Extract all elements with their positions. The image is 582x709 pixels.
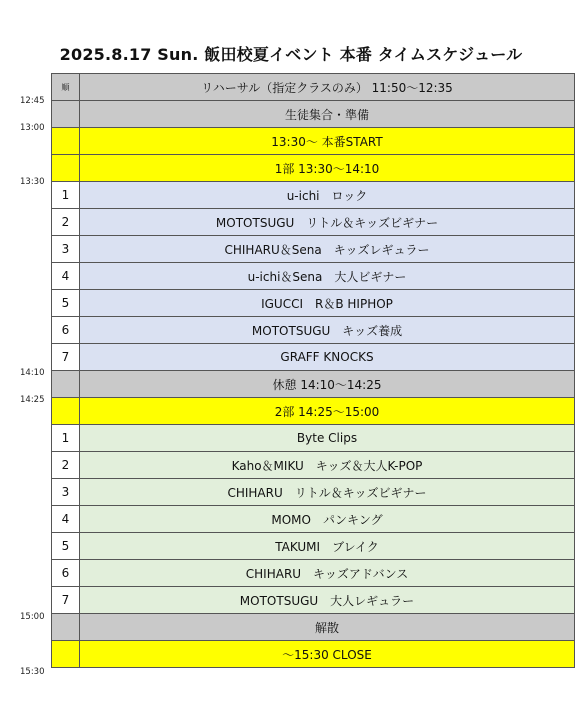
schedule-row: [52, 101, 575, 128]
order-cell: 6: [52, 317, 80, 344]
schedule-row: [52, 587, 575, 614]
schedule-row: [52, 371, 575, 398]
order-cell: 1: [52, 182, 80, 209]
order-cell: [52, 128, 80, 155]
program-cell: 休憩 14:10～14:25: [80, 371, 575, 398]
schedule-row: [52, 506, 575, 533]
order-cell: 1: [52, 425, 80, 452]
schedule-body: [52, 74, 575, 668]
program-cell: GRAFF KNOCKS: [80, 344, 575, 371]
order-cell: [52, 155, 80, 182]
schedule-row: [52, 128, 575, 155]
schedule-row: [52, 560, 575, 587]
order-cell: 5: [52, 533, 80, 560]
order-cell: 3: [52, 479, 80, 506]
time-label: 13:30: [20, 177, 45, 187]
program-cell: CHIHARU リトル＆キッズビギナー: [80, 479, 575, 506]
time-column: [0, 0, 52, 709]
order-cell: [52, 101, 80, 128]
order-cell: [52, 371, 80, 398]
schedule-row: [52, 398, 575, 425]
program-cell: 2部 14:25～15:00: [80, 398, 575, 425]
schedule-row: [52, 290, 575, 317]
order-cell: 6: [52, 560, 80, 587]
time-label: 14:10: [20, 368, 45, 378]
order-cell: 5: [52, 290, 80, 317]
order-cell: [52, 641, 80, 668]
time-label: 14:25: [20, 395, 45, 405]
order-cell: 2: [52, 209, 80, 236]
schedule-table: [51, 73, 575, 668]
order-cell: 7: [52, 587, 80, 614]
order-cell: 4: [52, 263, 80, 290]
program-cell: MOTOTSUGU 大人レギュラー: [80, 587, 575, 614]
program-cell: 1部 13:30～14:10: [80, 155, 575, 182]
schedule-row: [52, 533, 575, 560]
program-cell: 生徒集合・準備: [80, 101, 575, 128]
program-cell: MOTOTSUGU キッズ養成: [80, 317, 575, 344]
schedule-row: [52, 263, 575, 290]
program-cell: 解散: [80, 614, 575, 641]
time-label: 15:30: [20, 667, 45, 677]
order-cell: 順: [52, 74, 80, 101]
order-cell: [52, 614, 80, 641]
schedule-row: [52, 182, 575, 209]
order-cell: 7: [52, 344, 80, 371]
program-cell: CHIHARU キッズアドバンス: [80, 560, 575, 587]
time-label: 13:00: [20, 123, 45, 133]
program-cell: u-ichi ロック: [80, 182, 575, 209]
schedule-row: [52, 209, 575, 236]
order-cell: [52, 398, 80, 425]
schedule-row: [52, 479, 575, 506]
program-cell: リハーサル（指定クラスのみ） 11:50～12:35: [80, 74, 575, 101]
program-cell: ～15:30 CLOSE: [80, 641, 575, 668]
program-cell: Byte Clips: [80, 425, 575, 452]
schedule-row: [52, 317, 575, 344]
program-cell: TAKUMI ブレイク: [80, 533, 575, 560]
program-cell: MOTOTSUGU リトル＆キッズビギナー: [80, 209, 575, 236]
schedule-row: [52, 236, 575, 263]
schedule-row: [52, 425, 575, 452]
program-cell: Kaho＆MIKU キッズ＆大人K-POP: [80, 452, 575, 479]
schedule-row: [52, 155, 575, 182]
order-cell: 3: [52, 236, 80, 263]
order-cell: 2: [52, 452, 80, 479]
program-cell: CHIHARU＆Sena キッズレギュラー: [80, 236, 575, 263]
time-label: 12:45: [20, 96, 45, 106]
schedule-row: [52, 452, 575, 479]
program-cell: IGUCCI R＆B HIPHOP: [80, 290, 575, 317]
program-cell: u-ichi＆Sena 大人ビギナー: [80, 263, 575, 290]
order-cell: 4: [52, 506, 80, 533]
time-label: 15:00: [20, 612, 45, 622]
schedule-row: [52, 641, 575, 668]
schedule-row: [52, 614, 575, 641]
page-title: 2025.8.17 Sun. 飯田校夏イベント 本番 タイムスケジュール: [59, 45, 523, 64]
schedule-row: [52, 74, 575, 101]
program-cell: 13:30～ 本番START: [80, 128, 575, 155]
schedule-row: [52, 344, 575, 371]
program-cell: MOMO パンキング: [80, 506, 575, 533]
